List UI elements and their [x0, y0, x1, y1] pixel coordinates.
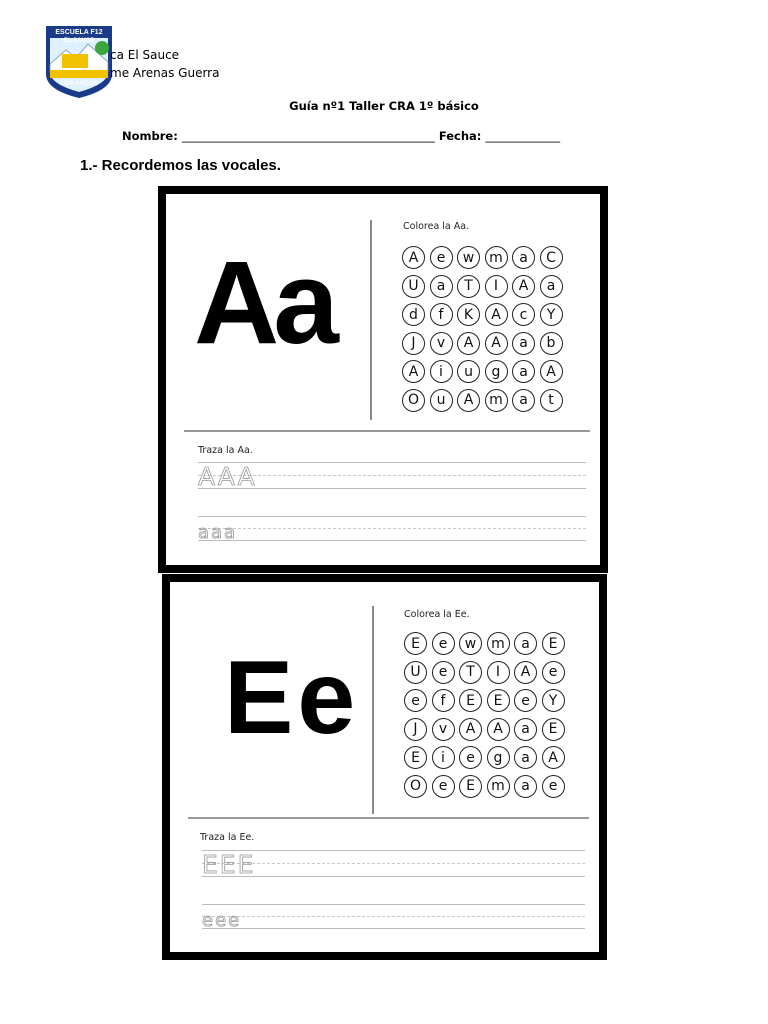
letter-bubble[interactable]: c	[512, 303, 535, 326]
vowel-card-a	[158, 186, 608, 573]
letter-bubble[interactable]: A	[514, 661, 537, 684]
trace-lowercase[interactable]: eee	[202, 910, 242, 931]
letter-bubble[interactable]: u	[457, 360, 480, 383]
letter-bubble[interactable]: E	[542, 632, 565, 655]
letter-bubble[interactable]: A	[459, 718, 482, 741]
writing-line	[202, 876, 585, 877]
trace-uppercase[interactable]: EEE	[202, 850, 256, 879]
letter-bubble[interactable]: a	[512, 389, 535, 412]
writing-line	[202, 928, 585, 929]
letter-bubble[interactable]: m	[485, 389, 508, 412]
letter-bubble[interactable]: E	[404, 746, 427, 769]
logo-top-text: ESCUELA F12	[55, 29, 103, 36]
big-letter: Ee	[224, 640, 360, 756]
school-name-line-2: me Arenas Guerra	[110, 66, 220, 80]
writing-line	[198, 516, 586, 517]
writing-line	[202, 904, 585, 905]
letter-bubble[interactable]: A	[402, 360, 425, 383]
letter-bubble[interactable]: m	[487, 775, 510, 798]
letter-bubble[interactable]: a	[430, 275, 453, 298]
writing-line	[202, 850, 585, 851]
letter-bubble[interactable]: e	[542, 661, 565, 684]
letter-bubble[interactable]: A	[487, 718, 510, 741]
letter-bubble[interactable]: T	[459, 661, 482, 684]
letter-bubble[interactable]: v	[432, 718, 455, 741]
letter-bubble[interactable]: O	[402, 389, 425, 412]
letter-bubble[interactable]: e	[432, 661, 455, 684]
letter-bubble[interactable]: A	[485, 303, 508, 326]
letter-bubble[interactable]: E	[404, 632, 427, 655]
trace-instruction: Traza la Aa.	[198, 445, 253, 456]
name-label: Nombre:	[122, 129, 178, 143]
letter-bubble[interactable]: A	[457, 389, 480, 412]
writing-line	[198, 540, 586, 541]
date-blank: _____________	[485, 129, 561, 143]
letter-bubble[interactable]: w	[457, 246, 480, 269]
horizontal-divider	[184, 430, 590, 432]
letter-grid	[402, 246, 563, 417]
letter-bubble[interactable]: m	[487, 632, 510, 655]
letter-bubble[interactable]: A	[540, 360, 563, 383]
letter-bubble[interactable]: U	[404, 661, 427, 684]
letter-bubble[interactable]: A	[485, 332, 508, 355]
writing-line	[202, 916, 585, 917]
letter-bubble[interactable]: A	[512, 275, 535, 298]
name-date-row	[122, 129, 560, 143]
letter-bubble[interactable]: e	[459, 746, 482, 769]
color-instruction: Colorea la Ee.	[404, 609, 470, 620]
letter-bubble[interactable]: e	[514, 689, 537, 712]
trace-lowercase[interactable]: aaa	[198, 522, 238, 543]
trace-instruction: Traza la Ee.	[200, 832, 255, 843]
letter-bubble[interactable]: v	[430, 332, 453, 355]
letter-bubble[interactable]: a	[540, 275, 563, 298]
letter-bubble[interactable]: a	[514, 775, 537, 798]
letter-bubble[interactable]: f	[432, 689, 455, 712]
letter-bubble[interactable]: a	[512, 332, 535, 355]
letter-bubble[interactable]: e	[404, 689, 427, 712]
letter-bubble[interactable]: u	[430, 389, 453, 412]
letter-bubble[interactable]: C	[540, 246, 563, 269]
letter-bubble[interactable]: t	[540, 389, 563, 412]
letter-bubble[interactable]: e	[430, 246, 453, 269]
letter-bubble[interactable]: I	[485, 275, 508, 298]
logo-bottom-text: LOS ANDES	[60, 80, 98, 87]
name-blank: ____________________________________________	[181, 129, 435, 143]
section-title: 1.- Recordemos las vocales.	[80, 157, 281, 174]
letter-bubble[interactable]: E	[459, 775, 482, 798]
letter-bubble[interactable]: a	[514, 718, 537, 741]
letter-bubble[interactable]: T	[457, 275, 480, 298]
letter-bubble[interactable]: E	[487, 689, 510, 712]
letter-bubble[interactable]: m	[485, 246, 508, 269]
school-logo	[44, 24, 114, 100]
letter-bubble[interactable]: A	[402, 246, 425, 269]
letter-bubble[interactable]: I	[487, 661, 510, 684]
letter-bubble[interactable]: E	[542, 718, 565, 741]
vowel-card-e	[162, 574, 607, 960]
logo-sub-text: EL SAUCE	[63, 38, 95, 44]
letter-bubble[interactable]: A	[457, 332, 480, 355]
big-letter: Aa	[194, 237, 333, 369]
letter-bubble[interactable]: d	[402, 303, 425, 326]
horizontal-divider	[188, 817, 589, 819]
letter-bubble[interactable]: i	[430, 360, 453, 383]
letter-bubble[interactable]: b	[540, 332, 563, 355]
letter-bubble[interactable]: g	[487, 746, 510, 769]
letter-bubble[interactable]: K	[457, 303, 480, 326]
letter-bubble[interactable]: w	[459, 632, 482, 655]
letter-bubble[interactable]: a	[512, 360, 535, 383]
writing-line	[198, 528, 586, 529]
letter-bubble[interactable]: Y	[540, 303, 563, 326]
page-title: Guía nº1 Taller CRA 1º básico	[289, 99, 479, 113]
vertical-divider	[372, 606, 374, 814]
letter-bubble[interactable]: e	[542, 775, 565, 798]
letter-bubble[interactable]: a	[514, 632, 537, 655]
letter-bubble[interactable]: i	[432, 746, 455, 769]
color-instruction: Colorea la Aa.	[403, 221, 470, 232]
letter-bubble[interactable]: e	[432, 632, 455, 655]
letter-bubble[interactable]: a	[514, 746, 537, 769]
letter-bubble[interactable]: O	[404, 775, 427, 798]
letter-bubble[interactable]: E	[459, 689, 482, 712]
letter-grid	[404, 632, 565, 803]
letter-bubble[interactable]: e	[432, 775, 455, 798]
letter-bubble[interactable]: J	[402, 332, 425, 355]
letter-bubble[interactable]: A	[542, 746, 565, 769]
letter-bubble[interactable]: f	[430, 303, 453, 326]
vertical-divider	[370, 220, 372, 420]
letter-bubble[interactable]: J	[404, 718, 427, 741]
letter-bubble[interactable]: g	[485, 360, 508, 383]
writing-line	[202, 863, 585, 864]
letter-bubble[interactable]: U	[402, 275, 425, 298]
date-label: Fecha:	[438, 129, 482, 143]
trace-uppercase[interactable]: AAA	[198, 462, 257, 491]
school-name-line-1: ca El Sauce	[110, 48, 180, 62]
letter-bubble[interactable]: a	[512, 246, 535, 269]
letter-bubble[interactable]: Y	[542, 689, 565, 712]
